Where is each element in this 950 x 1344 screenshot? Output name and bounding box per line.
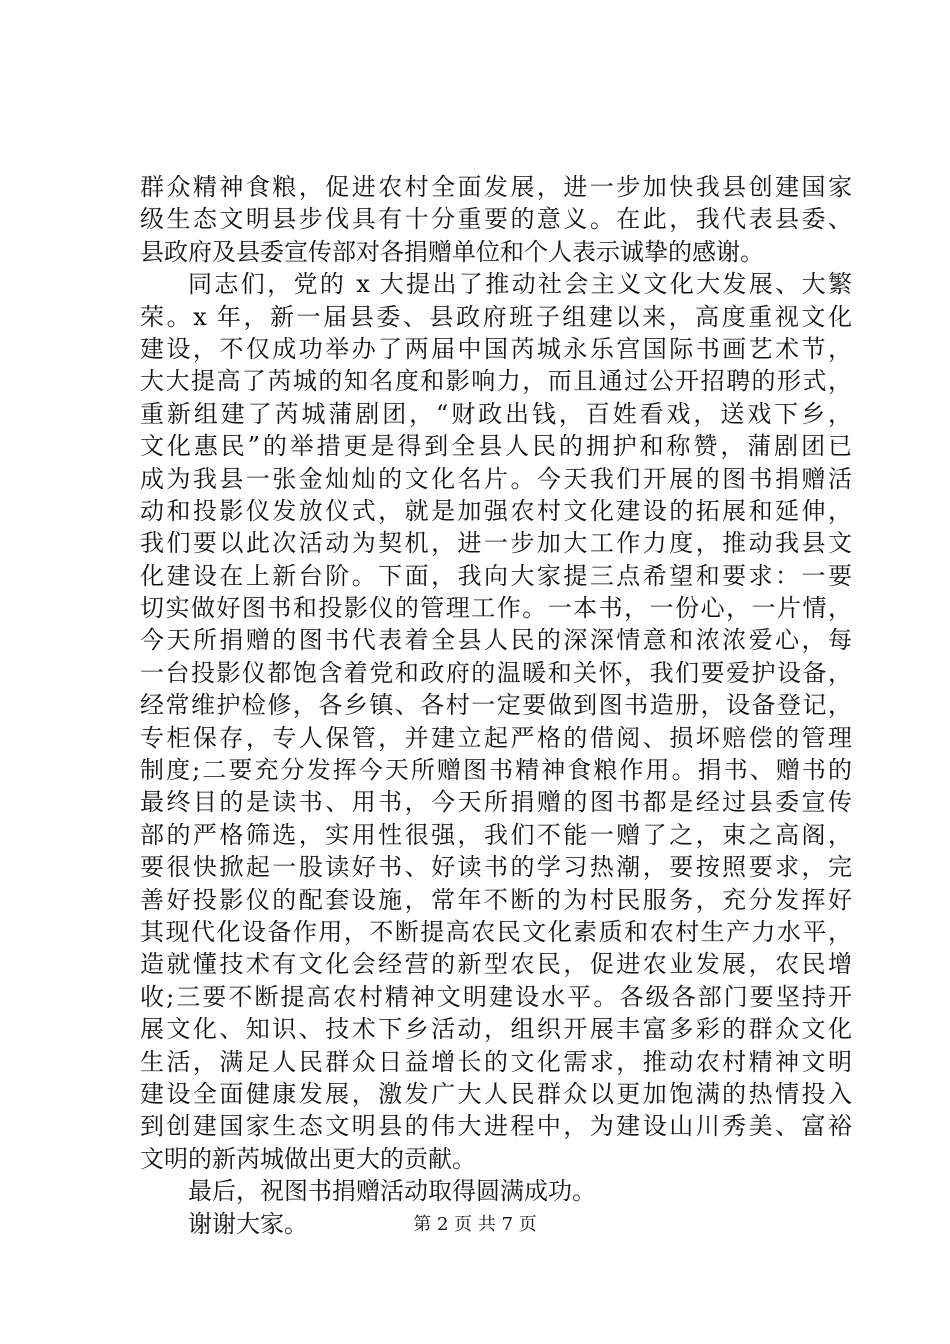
text-line: 荣。x 年，新一届县委、县政府班子组建以来，高度重视文化: [140, 302, 852, 331]
text-line: 谢谢大家。: [188, 1209, 308, 1238]
text-line: 同志们，党的 x 大提出了推动社会主义文化大发展、大繁: [188, 270, 852, 299]
text-line: 最后，祝图书捐赠活动取得圆满成功。: [188, 1177, 596, 1206]
text-line: 群众精神食粮，促进农村全面发展，进一步加快我县创建国家: [140, 173, 852, 201]
text-line: 经常维护检修，各乡镇、各村一定要做到图书造册，设备登记，: [140, 691, 852, 720]
text-line: 切实做好图书和投影仪的管理工作。一本书，一份心，一片情，: [140, 594, 852, 623]
text-line: 部的严格筛选，实用性很强，我们不能一赠了之，束之高阁，: [140, 820, 852, 849]
text-line: 其现代化设备作用，不断提高农民文化素质和农村生产力水平，: [140, 917, 852, 946]
text-line: 收;三要不断提高农村精神文明建设水平。各级各部门要坚持开: [140, 982, 852, 1011]
text-line: 我们要以此次活动为契机，进一步加大工作力度，推动我县文: [140, 529, 852, 558]
text-line: 文化惠民”的举措更是得到全县人民的拥护和称赞，蒲剧团已: [140, 432, 852, 461]
text-line: 生活，满足人民群众日益增长的文化需求，推动农村精神文明: [140, 1047, 852, 1076]
text-line: 制度;二要充分发挥今天所赠图书精神食粮作用。捐书、赠书的: [140, 756, 852, 785]
text-line: 善好投影仪的配套设施，常年不断的为村民服务，充分发挥好: [140, 885, 852, 914]
text-line: 展文化、知识、技术下乡活动，组织开展丰富多彩的群众文化: [140, 1015, 852, 1044]
page-footer: 第 2 页 共 7 页: [413, 1214, 537, 1235]
text-line: 到创建国家生态文明县的伟大进程中，为建设山川秀美、富裕: [140, 1112, 852, 1141]
text-line: 县政府及县委宣传部对各捐赠单位和个人表示诚挚的感谢。: [140, 237, 764, 266]
text-line: 最终目的是读书、用书，今天所捐赠的图书都是经过县委宣传: [140, 788, 852, 817]
text-line: 造就懂技术有文化会经营的新型农民，促进农业发展，农民增: [140, 950, 852, 979]
text-line: 重新组建了芮城蒲剧团，“财政出钱，百姓看戏，送戏下乡，: [140, 399, 852, 428]
text-line: 建设，不仅成功举办了两届中国芮城永乐宫国际书画艺术节，: [140, 334, 852, 363]
text-line: 级生态文明县步伐具有十分重要的意义。在此，我代表县委、: [140, 205, 852, 234]
text-line: 化建设在上新台阶。下面，我向大家提三点希望和要求：一要: [140, 561, 852, 590]
text-line: 大大提高了芮城的知名度和影响力，而且通过公开招聘的形式，: [140, 367, 852, 396]
text-line: 建设全面健康发展，激发广大人民群众以更加饱满的热情投入: [140, 1079, 852, 1108]
text-line: 一台投影仪都饱含着党和政府的温暖和关怀，我们要爱护设备，: [140, 658, 852, 687]
text-line: 今天所捐赠的图书代表着全县人民的深深情意和浓浓爱心，每: [140, 626, 852, 655]
text-line: 专柜保存，专人保管，并建立起严格的借阅、损坏赔偿的管理: [140, 723, 852, 752]
text-line: 文明的新芮城做出更大的贡献。: [140, 1144, 476, 1173]
text-line: 要很快掀起一股读好书、好读书的学习热潮，要按照要求，完: [140, 853, 852, 882]
body-text: [140, 171, 852, 1240]
text-line: 成为我县一张金灿灿的文化名片。今天我们开展的图书捐赠活: [140, 464, 852, 493]
text-line: 动和投影仪发放仪式，就是加强农村文化建设的拓展和延伸，: [140, 496, 852, 525]
